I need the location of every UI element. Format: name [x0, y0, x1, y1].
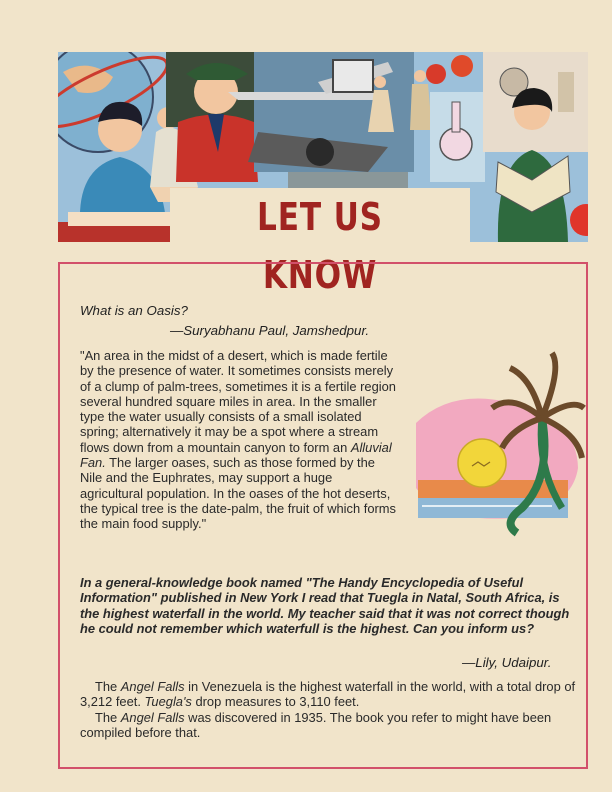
answer-1-term: Alluvial Fan.: [80, 439, 392, 471]
asker-2: —Lily, Udaipur.: [462, 655, 552, 670]
answer-1-post: The larger oases, such as those formed by the Nile and the Euphrates, may support a huge agricultural population. In the oases of the hot deserts, the typical tree is the date-palm, the fruit of which forms the main food supply.": [80, 455, 396, 532]
page-title: LET US KNOW: [257, 195, 383, 297]
question-1: What is an Oasis?: [80, 303, 188, 318]
answer-2a-term: Angel Falls: [120, 679, 185, 694]
answer-1: [80, 348, 398, 532]
answer-2a-pre: The: [95, 679, 121, 694]
answer-2a-mid: in Venezuela is the highest waterfall in the world, with a total drop of 3,212 feet.: [80, 679, 576, 710]
answer-1-pre: "An area in the midst of a desert, which is made fertile by the presence of water. It sometimes consists merely of a clump of palm-trees, sometimes it is a fertile region several hundred square miles in area. In the smaller type the water usually consists of a small isolated spring; alternatively it may be a spot where a stream flows down from a mountain canyon to form an: [80, 348, 396, 455]
answer-2b-term: Angel Falls: [120, 709, 185, 725]
answer-2a-term2: Tuegla's: [144, 694, 192, 710]
title-box: [170, 188, 470, 297]
asker-1: —Suryabhanu Paul, Jamshedpur.: [170, 323, 370, 338]
answer-2a-post: drop measures to 3,110 feet.: [191, 694, 360, 710]
answer-2b-post: was discovered in 1935. The book you refer to might have been compiled before that.: [80, 709, 552, 740]
answer-2b-pre: The: [95, 709, 121, 725]
answer-2: [80, 679, 580, 740]
question-2: In a general-knowledge book named "The Handy Encyclopedia of Useful Information" published in New York I read that Tuegla in Natal, South Africa, is the highest waterfall in the world. My teacher said that it was not correct though he could not remember which waterfull is the highest. Can you inform us?: [80, 575, 570, 636]
oasis-palm-illustration: [402, 348, 587, 538]
